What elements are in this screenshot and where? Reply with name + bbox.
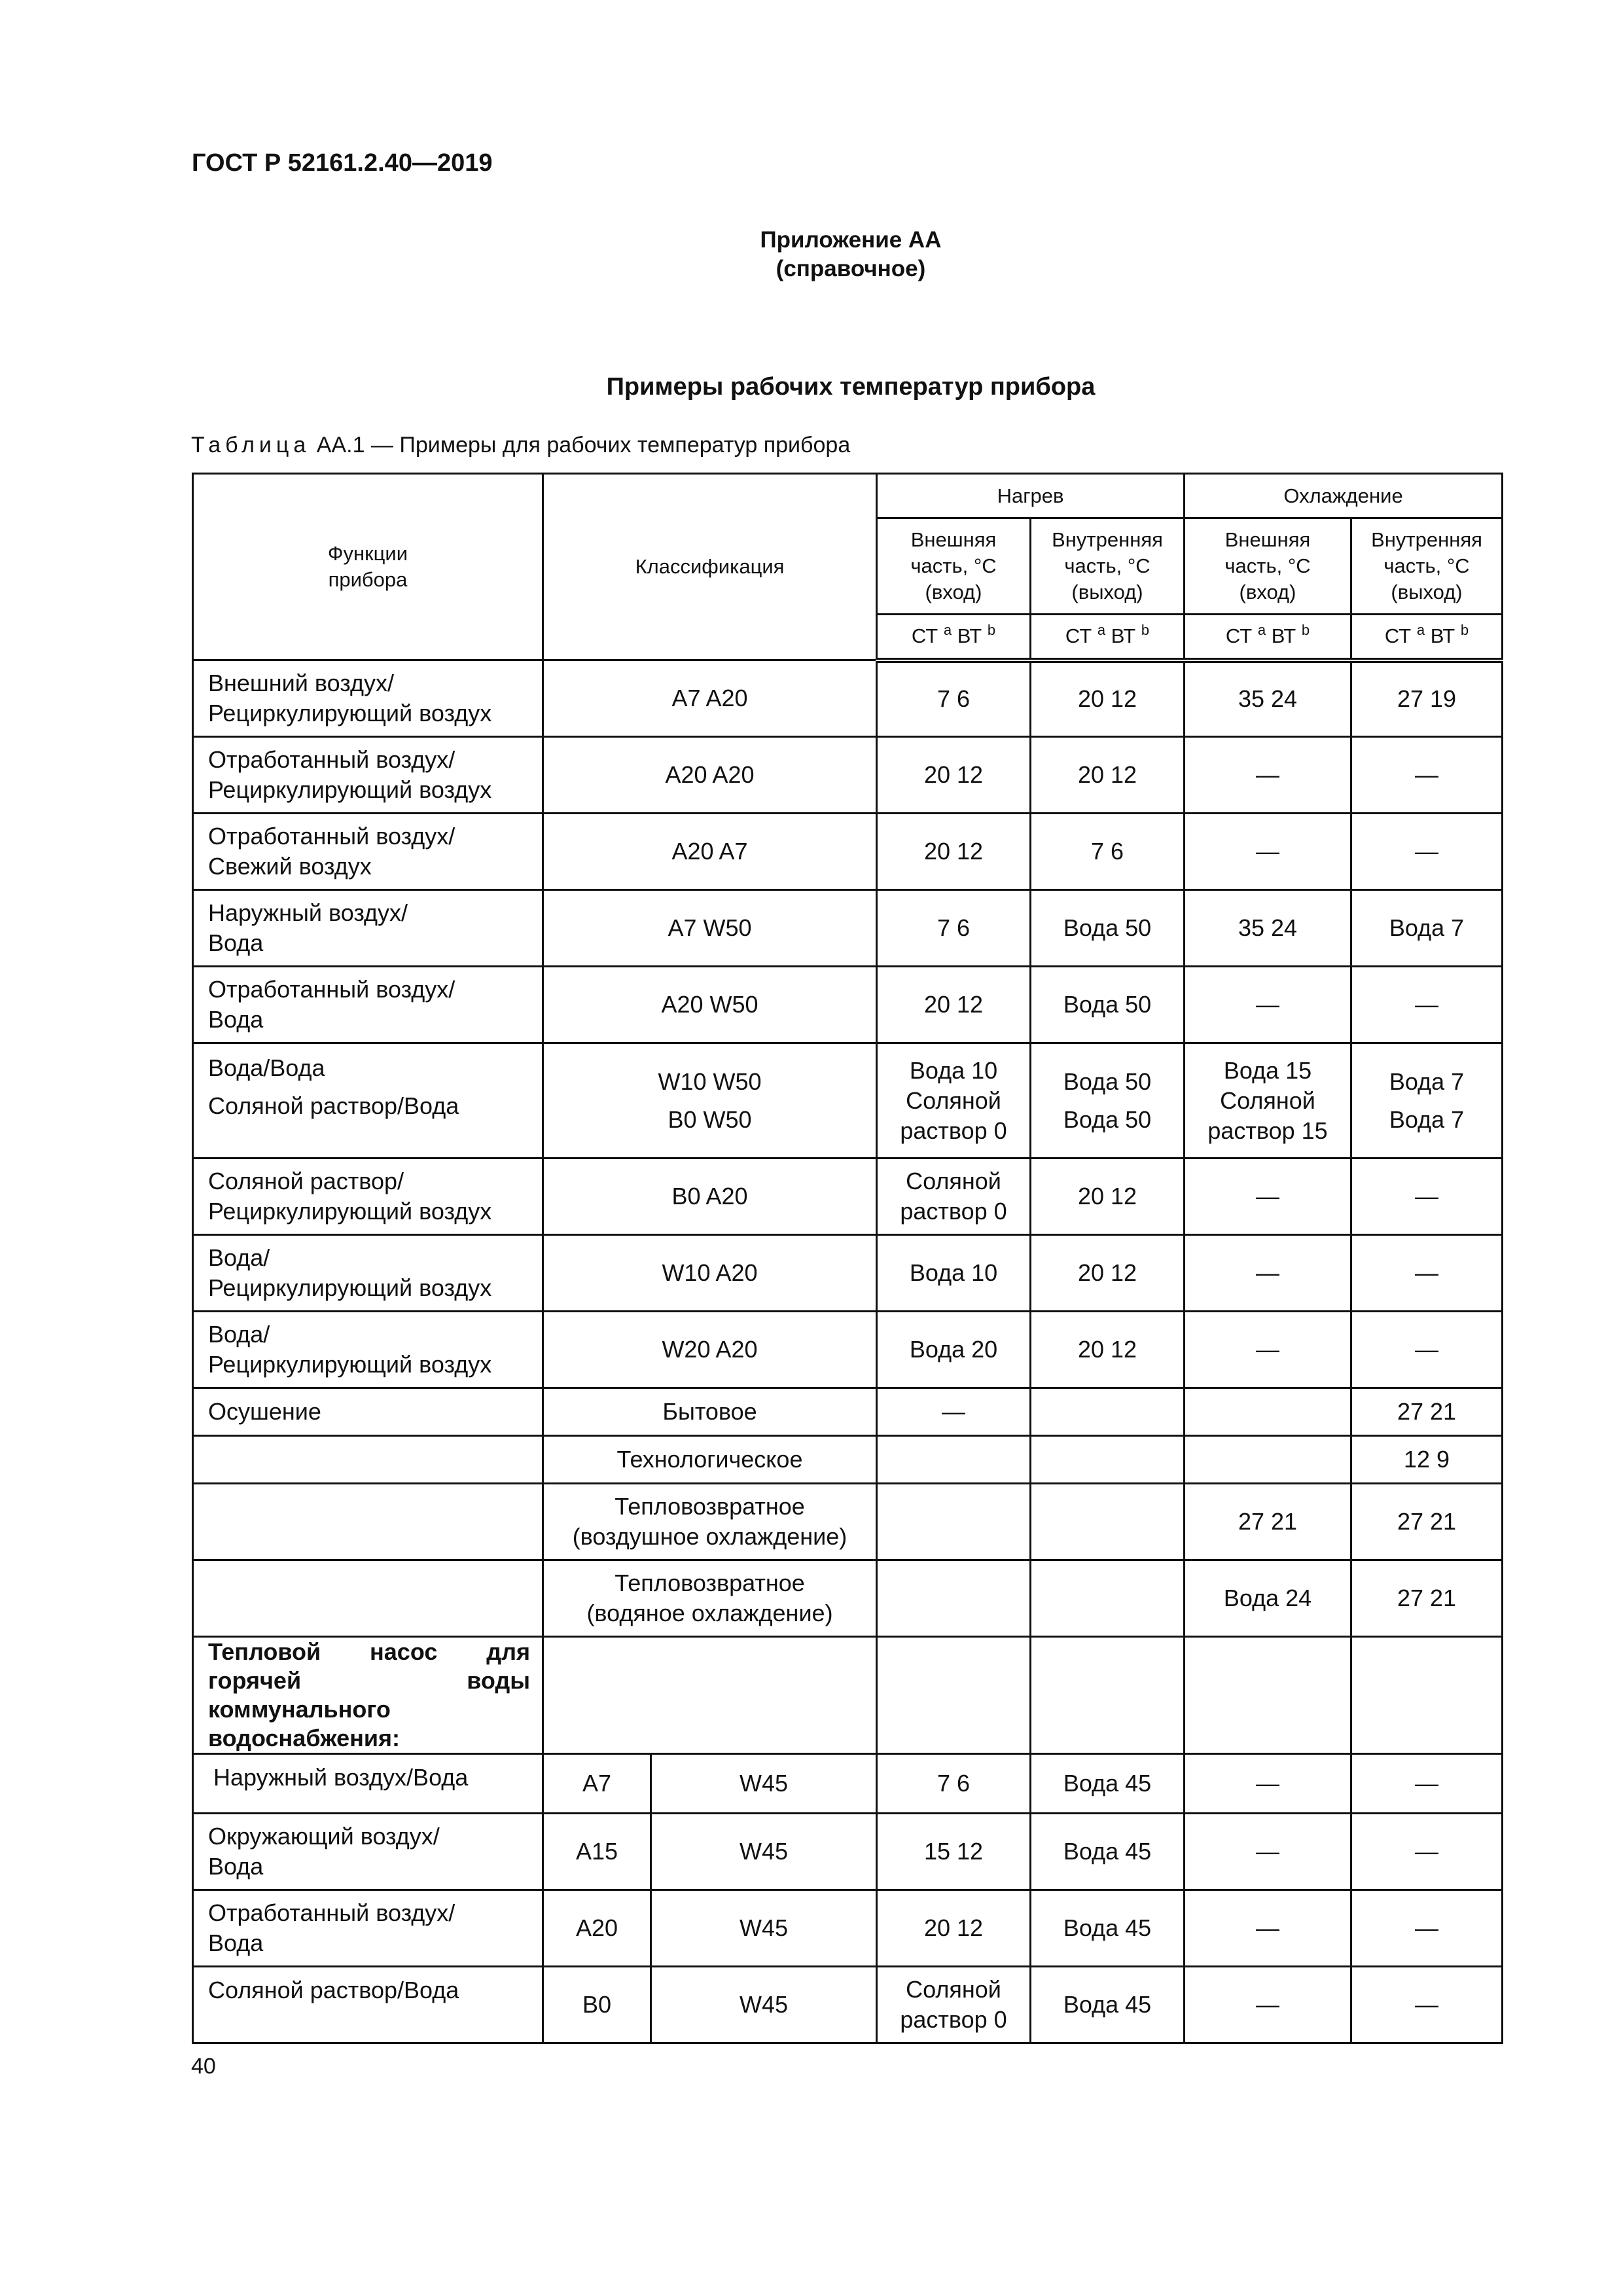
cell-classification: B0 A20 [543,1158,877,1235]
cell-source: A20 [543,1890,651,1967]
col-heat-outer-header: Внешняя часть, °C (вход) [877,518,1031,615]
table-caption-text: — Примеры для рабочих температур прибора [370,433,851,457]
cell-heat-inner: Вода 45 [1031,1754,1185,1814]
cell-source: A15 [543,1814,651,1890]
cell-cool-outer: — [1185,1235,1351,1312]
table-row [193,1890,1503,1967]
cell-classification: W10 W50 B0 W50 [543,1043,877,1158]
cell-heat-inner [1031,1560,1185,1637]
cell-cool-outer: Вода 15 Соляной раствор 15 [1185,1043,1351,1158]
col-classification-header: Классификация [543,474,877,660]
ct-bt-label: СТ $^a$ ВТ $^b$ [1031,615,1185,660]
table-row [193,1043,1503,1158]
table-row [193,1158,1503,1235]
cell-classification: Тепловозвратное (водяное охлаждение) [543,1560,877,1637]
cell-heat-outer: Вода 10 [877,1235,1031,1312]
cell-heat-inner: 20 12 [1031,660,1185,737]
cell-classification: W20 A20 [543,1312,877,1388]
table-row [193,660,1503,737]
cell-function: Соляной раствор/ Рециркулирующий воздух [193,1158,543,1235]
cell-cool-inner: — [1351,1235,1503,1312]
table-row [193,1967,1503,2043]
annex-type: (справочное) [776,256,926,281]
cell-cool-outer: 35 24 [1185,660,1351,737]
section-title: Примеры рабочих температур прибора [606,373,1096,401]
cell-cool-outer [1185,1388,1351,1436]
table-caption [191,433,850,458]
cell-function: Отработанный воздух/ Свежий воздух [193,814,543,890]
cell-heat-outer [877,1436,1031,1484]
cell-heat-outer: 20 12 [877,1890,1031,1967]
cell-heat-inner: Вода 50 Вода 50 [1031,1043,1185,1158]
page-number: 40 [191,2054,216,2079]
cell-heat-outer: 20 12 [877,737,1031,814]
cell-cool-inner: — [1351,1890,1503,1967]
annex-title: Приложение АА [760,227,942,253]
cell-classification: Тепловозвратное (воздушное охлаждение) [543,1484,877,1560]
cell-cool-inner: — [1351,1158,1503,1235]
cell-heat-inner: 20 12 [1031,737,1185,814]
cell-function: Вода/ Рециркулирующий воздух [193,1312,543,1388]
cell-heat-inner: Вода 50 [1031,967,1185,1043]
cell-heat-inner: 7 6 [1031,814,1185,890]
cell-cool-outer [1185,1436,1351,1484]
cell-classification [543,1637,877,1754]
cell-heat-inner: Вода 50 [1031,890,1185,967]
cell-heat-inner: Вода 45 [1031,1890,1185,1967]
table-row [193,737,1503,814]
cell-cool-inner: Вода 7 Вода 7 [1351,1043,1503,1158]
cell-function: Соляной раствор/Вода [193,1967,543,2043]
cell-heat-inner: 20 12 [1031,1158,1185,1235]
cell-cool-outer: 35 24 [1185,890,1351,967]
cell-function: Вода/ Рециркулирующий воздух [193,1235,543,1312]
cell-function: Наружный воздух/ Вода [193,890,543,967]
cell-function: Отработанный воздух/ Вода [193,967,543,1043]
ct-bt-label: СТ $^a$ ВТ $^b$ [877,615,1031,660]
cell-cool-outer: — [1185,1967,1351,2043]
cell-heat-outer: Соляной раствор 0 [877,1158,1031,1235]
cell-cool-outer [1185,1637,1351,1754]
cell-function: Осушение [193,1388,543,1436]
table-row [193,1484,1503,1560]
cell-cool-inner: — [1351,737,1503,814]
cell-heat-inner: Вода 45 [1031,1814,1185,1890]
table-row [193,1388,1503,1436]
cell-heat-inner [1031,1637,1185,1754]
cell-cool-outer: — [1185,1312,1351,1388]
col-cooling-header: Охлаждение [1185,474,1503,518]
table-caption-number: АА.1 [316,433,365,457]
hot-water-heading: Тепловой насос для горячей воды коммунального водоснабжения: [193,1637,543,1754]
cell-cool-inner: — [1351,1312,1503,1388]
cell-heat-outer: 15 12 [877,1814,1031,1890]
cell-classification: A7 A20 [543,660,877,737]
cell-function [193,1436,543,1484]
cell-heat-outer [877,1560,1031,1637]
cell-classification: A20 W50 [543,967,877,1043]
cell-function: Окружающий воздух/ Вода [193,1814,543,1890]
table-row [193,1235,1503,1312]
table-body [193,660,1503,2043]
ct-bt-label: СТ $^a$ ВТ $^b$ [1185,615,1351,660]
cell-heat-outer: 7 6 [877,660,1031,737]
cell-source: A7 [543,1754,651,1814]
cell-heat-inner [1031,1484,1185,1560]
cell-cool-outer: — [1185,1754,1351,1814]
cell-classification: A20 A7 [543,814,877,890]
table-row [193,1560,1503,1637]
cell-cool-inner: 27 21 [1351,1388,1503,1436]
cell-cool-inner: Вода 7 [1351,890,1503,967]
col-heating-header: Нагрев [877,474,1185,518]
cell-heat-outer [877,1637,1031,1754]
ct-bt-label: СТ $^a$ ВТ $^b$ [1351,615,1503,660]
cell-classification: A20 A20 [543,737,877,814]
cell-heat-inner: 20 12 [1031,1235,1185,1312]
col-cool-inner-header: Внутренняя часть, °C (выход) [1351,518,1503,615]
cell-cool-inner: — [1351,967,1503,1043]
cell-cool-outer: — [1185,814,1351,890]
cell-cool-outer: — [1185,737,1351,814]
cell-classification: A7 W50 [543,890,877,967]
cell-sink: W45 [651,1967,877,2043]
cell-heat-outer [877,1484,1031,1560]
cell-function: Отработанный воздух/ Рециркулирующий воздух [193,737,543,814]
table-row [193,1312,1503,1388]
cell-cool-outer: — [1185,967,1351,1043]
cell-heat-inner [1031,1436,1185,1484]
cell-function [193,1484,543,1560]
table-row [193,890,1503,967]
cell-function: Внешний воздух/ Рециркулирующий воздух [193,660,543,737]
cell-cool-outer: Вода 24 [1185,1560,1351,1637]
cell-cool-outer: — [1185,1814,1351,1890]
cell-cool-inner: — [1351,1754,1503,1814]
table-caption-label: Таблица [191,433,311,457]
cell-cool-inner: 27 21 [1351,1484,1503,1560]
table-row [193,1436,1503,1484]
cell-heat-inner [1031,1388,1185,1436]
col-heat-inner-header: Внутренняя часть, °C (выход) [1031,518,1185,615]
cell-sink: W45 [651,1814,877,1890]
cell-heat-inner: Вода 45 [1031,1967,1185,2043]
col-function-header: Функции прибора [193,474,543,660]
cell-cool-inner: — [1351,1814,1503,1890]
table-row [193,814,1503,890]
cell-cool-outer: — [1185,1890,1351,1967]
cell-heat-outer: 7 6 [877,1754,1031,1814]
cell-cool-outer: 27 21 [1185,1484,1351,1560]
cell-classification: W10 A20 [543,1235,877,1312]
cell-sink: W45 [651,1754,877,1814]
cell-sink: W45 [651,1890,877,1967]
cell-classification: Бытовое [543,1388,877,1436]
cell-classification: Технологическое [543,1436,877,1484]
col-cool-outer-header: Внешняя часть, °C (вход) [1185,518,1351,615]
cell-function: Отработанный воздух/ Вода [193,1890,543,1967]
table-row [193,1814,1503,1890]
cell-cool-inner: 12 9 [1351,1436,1503,1484]
cell-function: Наружный воздух/Вода [193,1754,543,1814]
table-header [193,474,1503,660]
cell-cool-inner: 27 21 [1351,1560,1503,1637]
cell-cool-outer: — [1185,1158,1351,1235]
cell-heat-outer: Вода 10 Соляной раствор 0 [877,1043,1031,1158]
cell-cool-inner: — [1351,1967,1503,2043]
cell-heat-outer: Соляной раствор 0 [877,1967,1031,2043]
cell-cool-inner: 27 19 [1351,660,1503,737]
table-row [193,1754,1503,1814]
operating-temperatures-table [192,473,1503,2044]
cell-heat-outer: Вода 20 [877,1312,1031,1388]
cell-heat-outer: 20 12 [877,967,1031,1043]
cell-cool-inner: — [1351,814,1503,890]
cell-source: B0 [543,1967,651,2043]
document-code: ГОСТ Р 52161.2.40—2019 [192,149,493,177]
table-row [193,1637,1503,1754]
cell-heat-inner: 20 12 [1031,1312,1185,1388]
cell-heat-outer: — [877,1388,1031,1436]
table-row [193,967,1503,1043]
cell-heat-outer: 7 6 [877,890,1031,967]
cell-function: Вода/Вода Соляной раствор/Вода [193,1043,543,1158]
cell-function [193,1560,543,1637]
cell-heat-outer: 20 12 [877,814,1031,890]
cell-cool-inner [1351,1637,1503,1754]
